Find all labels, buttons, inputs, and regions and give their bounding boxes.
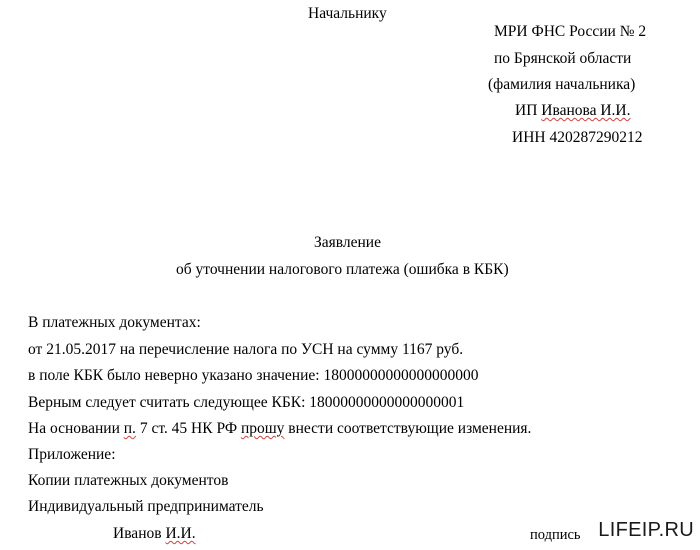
sender-prefix: ИП (515, 102, 542, 119)
signer-surname: Иванов (113, 525, 166, 542)
signer-initials: И.И. (165, 525, 196, 542)
body-line-5-end: внести соответствующие изменения. (284, 420, 532, 437)
document-subtitle: об уточнении налогового платежа (ошибка в КБК) (176, 261, 509, 278)
chief-name-placeholder: (фамилия начальника) (488, 76, 636, 93)
tax-office-region: по Брянской области (494, 50, 632, 67)
document-title: Заявление (314, 234, 381, 251)
tax-office: МРИ ФНС России № 2 (494, 23, 647, 40)
sender-inn: ИНН 420287290212 (512, 129, 643, 146)
body-line-1: В платежных документах: (28, 314, 201, 331)
addressee-line: Начальнику (308, 5, 387, 22)
body-line-5 (28, 420, 531, 438)
body-line-5-article: 7 ст. 45 НК РФ (135, 420, 241, 437)
site-watermark: LIFEIP.RU (598, 519, 694, 541)
attachment-item: Копии платежных документов (28, 472, 229, 489)
body-line-5-clause: п. (123, 420, 136, 437)
body-line-5-start: На основании (28, 420, 124, 437)
signer-name (113, 525, 196, 543)
sender-name (515, 102, 631, 120)
sender-surname: Иванова И.И. (541, 102, 631, 119)
body-line-5-request: прошу (240, 420, 285, 437)
body-line-4: Верным следует считать следующее КБК: 18000000000000000001 (28, 394, 465, 411)
body-line-2: от 21.05.2017 на перечисление налога по УСН на сумму 1167 руб. (28, 341, 464, 358)
attachment-label: Приложение: (28, 446, 116, 463)
signer-role: Индивидуальный предприниматель (28, 498, 264, 515)
signature-placeholder: подпись (530, 527, 581, 543)
body-line-3: в поле КБК было неверно указано значение: 18000000000000000000 (28, 367, 479, 384)
